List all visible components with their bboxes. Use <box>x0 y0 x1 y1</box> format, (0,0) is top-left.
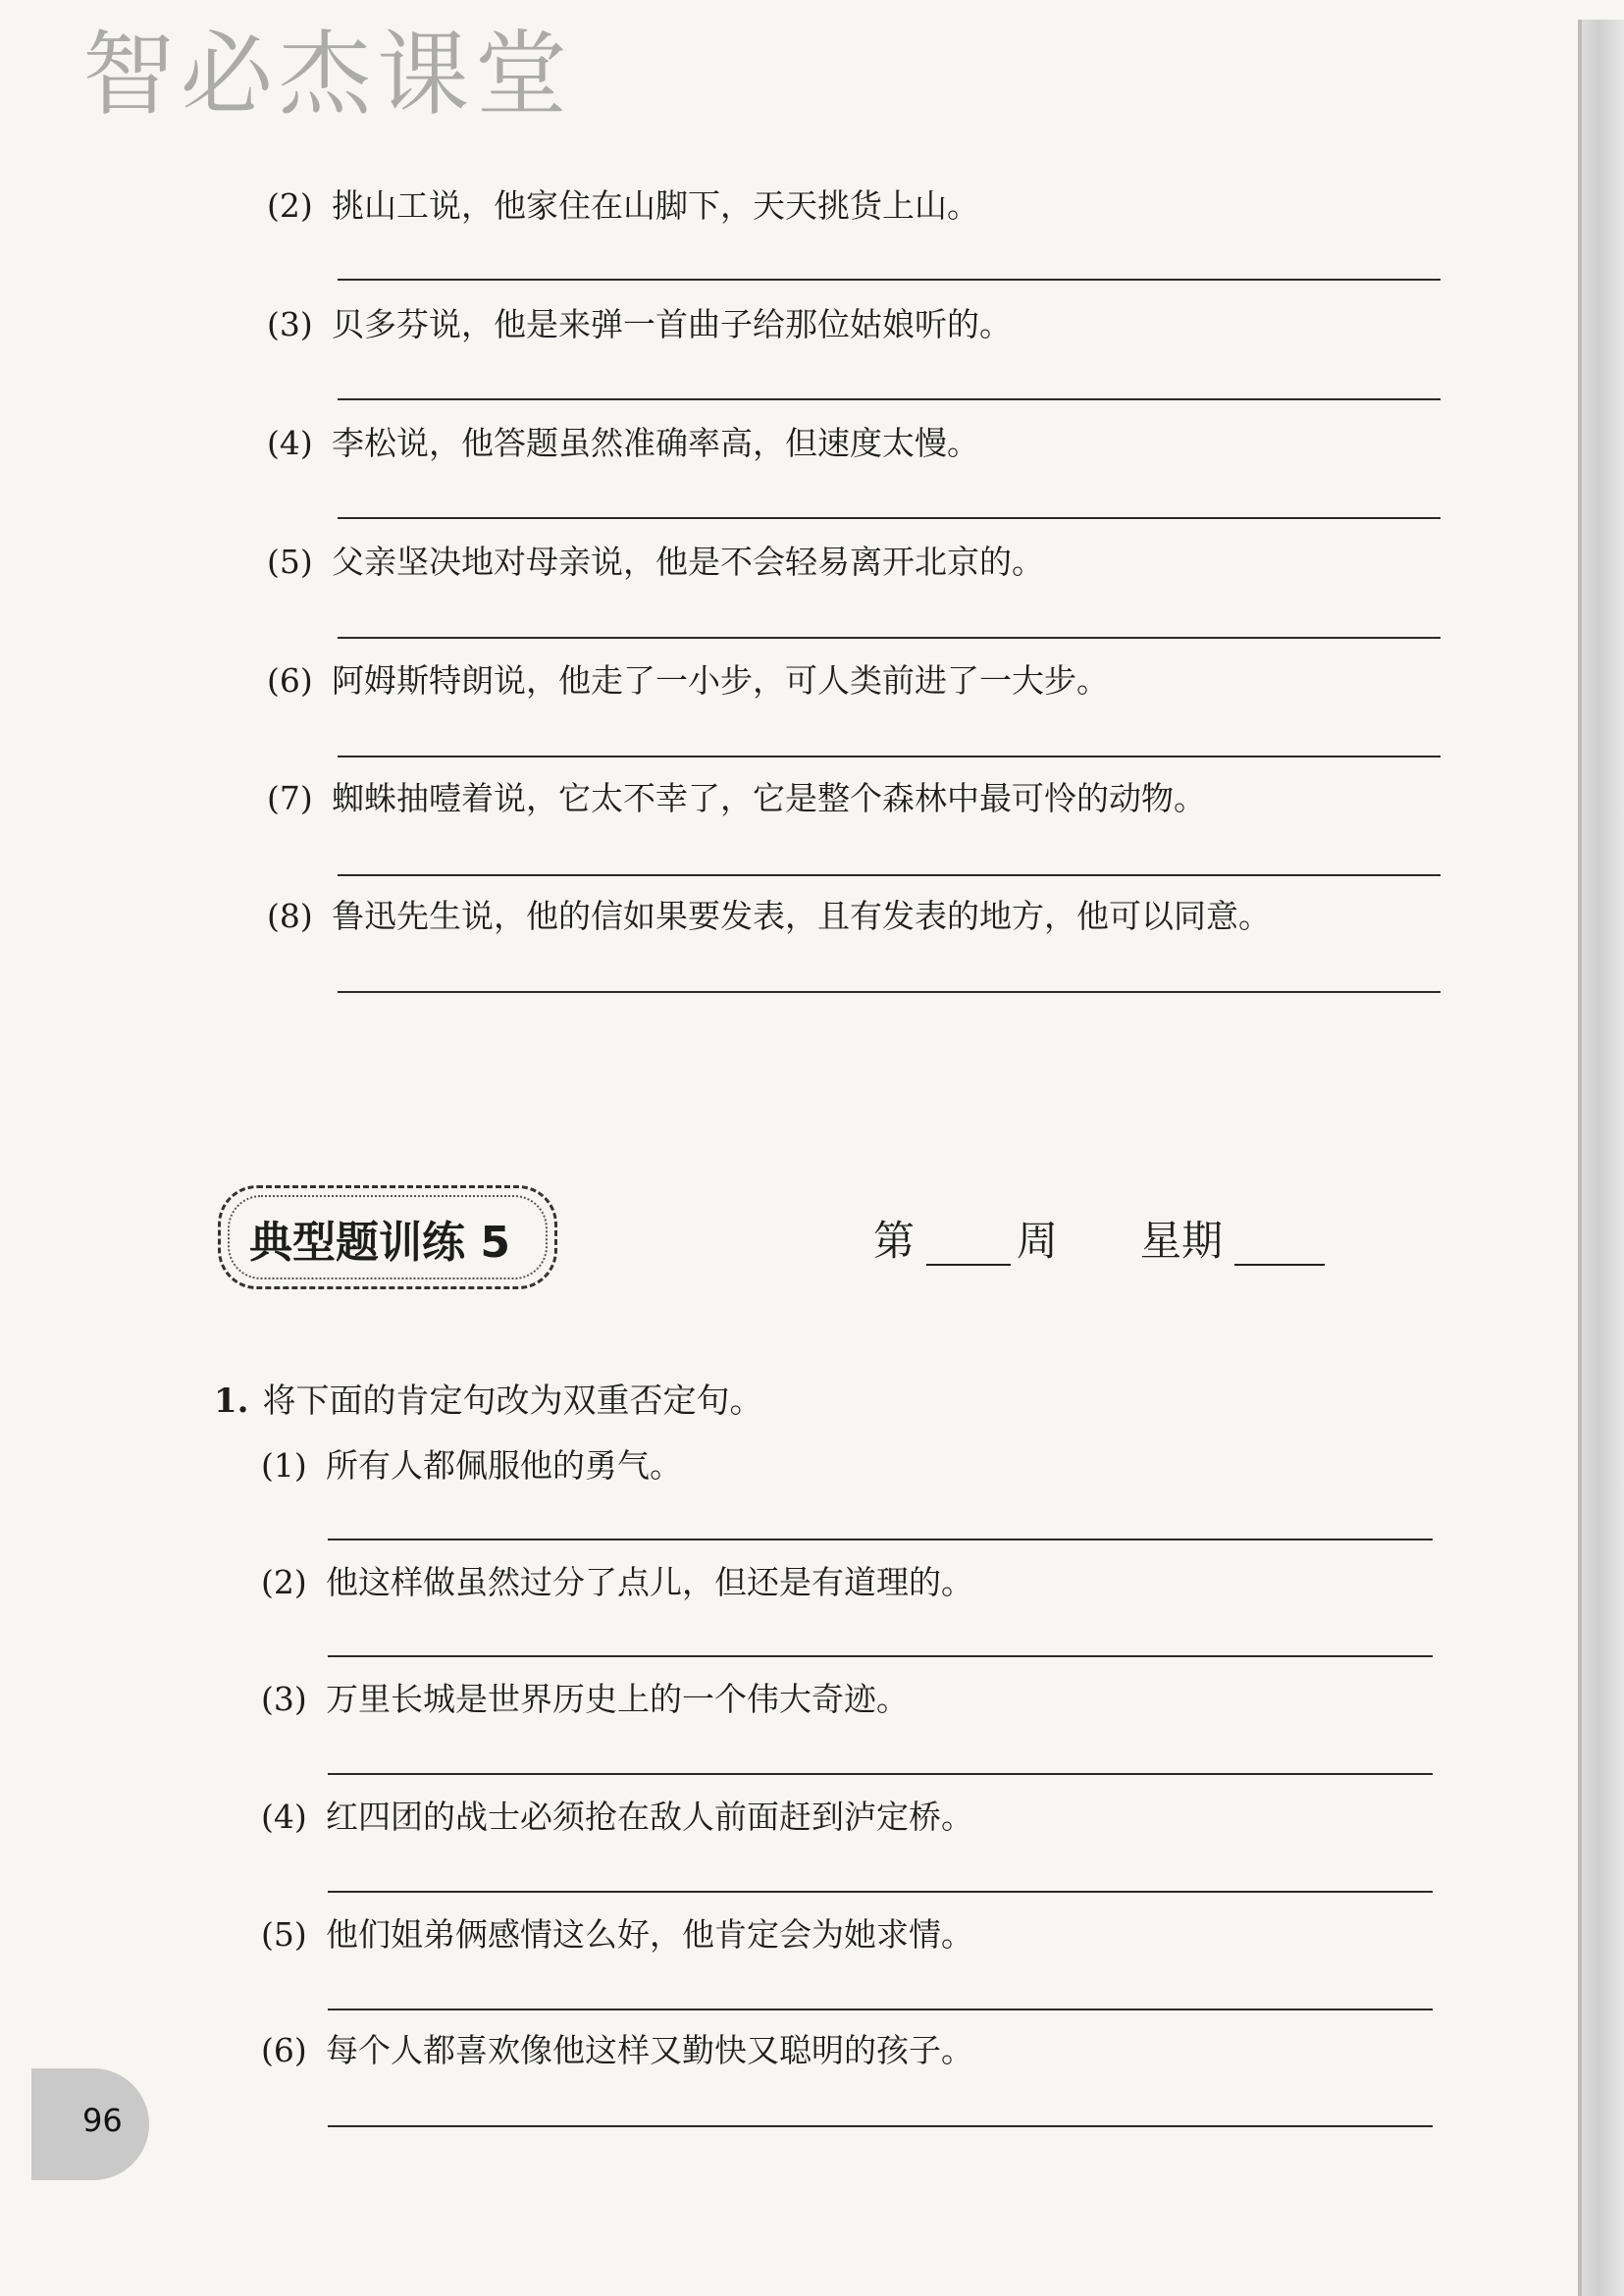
task-instruction-text: 将下面的肯定句改为双重否定句。 <box>262 1382 763 1421</box>
answer-line[interactable] <box>328 2125 1433 2127</box>
week-label: 周 <box>1017 1217 1059 1265</box>
exercise-item <box>267 418 979 464</box>
item-text: 贝多芬说，他是来弹一首曲子给那位姑娘听的。 <box>332 305 1012 343</box>
exercise-item <box>267 891 1271 937</box>
item-number: (8) <box>267 897 313 935</box>
week-number-blank[interactable] <box>926 1264 1011 1266</box>
item-number: (6) <box>261 2031 307 2069</box>
answer-line[interactable] <box>338 279 1441 281</box>
exercise-item <box>261 1792 973 1838</box>
answer-line[interactable] <box>338 398 1441 400</box>
exercise-item <box>267 181 979 227</box>
item-text: 蜘蛛抽噎着说，它太不幸了，它是整个森林中最可怜的动物。 <box>332 779 1206 817</box>
item-number: (2) <box>261 1563 307 1601</box>
item-text: 阿姆斯特朗说，他走了一小步，可人类前进了一大步。 <box>332 661 1109 700</box>
answer-line[interactable] <box>338 874 1441 876</box>
item-number: (2) <box>267 186 313 225</box>
item-number: (5) <box>261 1915 307 1954</box>
item-number: (5) <box>267 543 313 581</box>
item-number: (3) <box>261 1680 307 1718</box>
answer-line[interactable] <box>338 517 1441 519</box>
answer-line[interactable] <box>338 756 1441 757</box>
answer-line[interactable] <box>328 1539 1433 1540</box>
item-text: 每个人都喜欢像他这样又勤快又聪明的孩子。 <box>326 2031 973 2069</box>
item-text: 鲁迅先生说，他的信如果要发表，且有发表的地方，他可以同意。 <box>332 897 1271 935</box>
answer-line[interactable] <box>328 1891 1433 1893</box>
answer-line[interactable] <box>328 1655 1433 1657</box>
task-number: 1. <box>214 1382 249 1421</box>
item-number: (4) <box>267 424 313 462</box>
exercise-item <box>267 773 1206 819</box>
answer-line[interactable] <box>338 637 1441 639</box>
answer-line[interactable] <box>338 991 1441 993</box>
exercise-item <box>267 655 1109 702</box>
weekday-blank[interactable] <box>1234 1264 1325 1266</box>
week-prefix: 第 <box>873 1217 916 1265</box>
item-text: 父亲坚决地对母亲说，他是不会轻易离开北京的。 <box>332 543 1044 581</box>
item-text: 挑山工说，他家住在山脚下，天天挑货上山。 <box>332 186 979 225</box>
answer-line[interactable] <box>328 1773 1433 1775</box>
exercise-item <box>261 1674 909 1720</box>
exercise-item <box>261 2025 973 2071</box>
item-text: 所有人都佩服他的勇气。 <box>326 1446 682 1485</box>
exercise-item <box>261 1440 682 1487</box>
item-number: (7) <box>267 779 313 817</box>
item-number: (3) <box>267 305 313 343</box>
exercise-item <box>267 537 1044 583</box>
page-edge-shadow <box>1582 20 1624 2296</box>
section-badge-title: 典型题训练 5 <box>249 1218 510 1268</box>
item-number: (1) <box>261 1446 307 1485</box>
item-text: 他们姐弟俩感情这么好，他肯定会为她求情。 <box>326 1915 973 1954</box>
task-instruction <box>214 1374 763 1422</box>
item-text: 万里长城是世界历史上的一个伟大奇迹。 <box>326 1680 909 1718</box>
item-number: (6) <box>267 661 313 700</box>
weekday-label: 星期 <box>1140 1217 1224 1265</box>
exercise-item <box>261 1557 973 1603</box>
page-number: 96 <box>82 2102 123 2139</box>
exercise-item <box>267 299 1012 345</box>
watermark: 智必杰课堂 <box>82 22 574 129</box>
item-text: 红四团的战士必须抢在敌人前面赶到泸定桥。 <box>326 1798 973 1836</box>
answer-line[interactable] <box>328 2009 1433 2010</box>
item-text: 李松说，他答题虽然准确率高，但速度太慢。 <box>332 424 979 462</box>
exercise-item <box>261 1909 973 1956</box>
item-text: 他这样做虽然过分了点儿，但还是有道理的。 <box>326 1563 973 1601</box>
item-number: (4) <box>261 1798 307 1836</box>
